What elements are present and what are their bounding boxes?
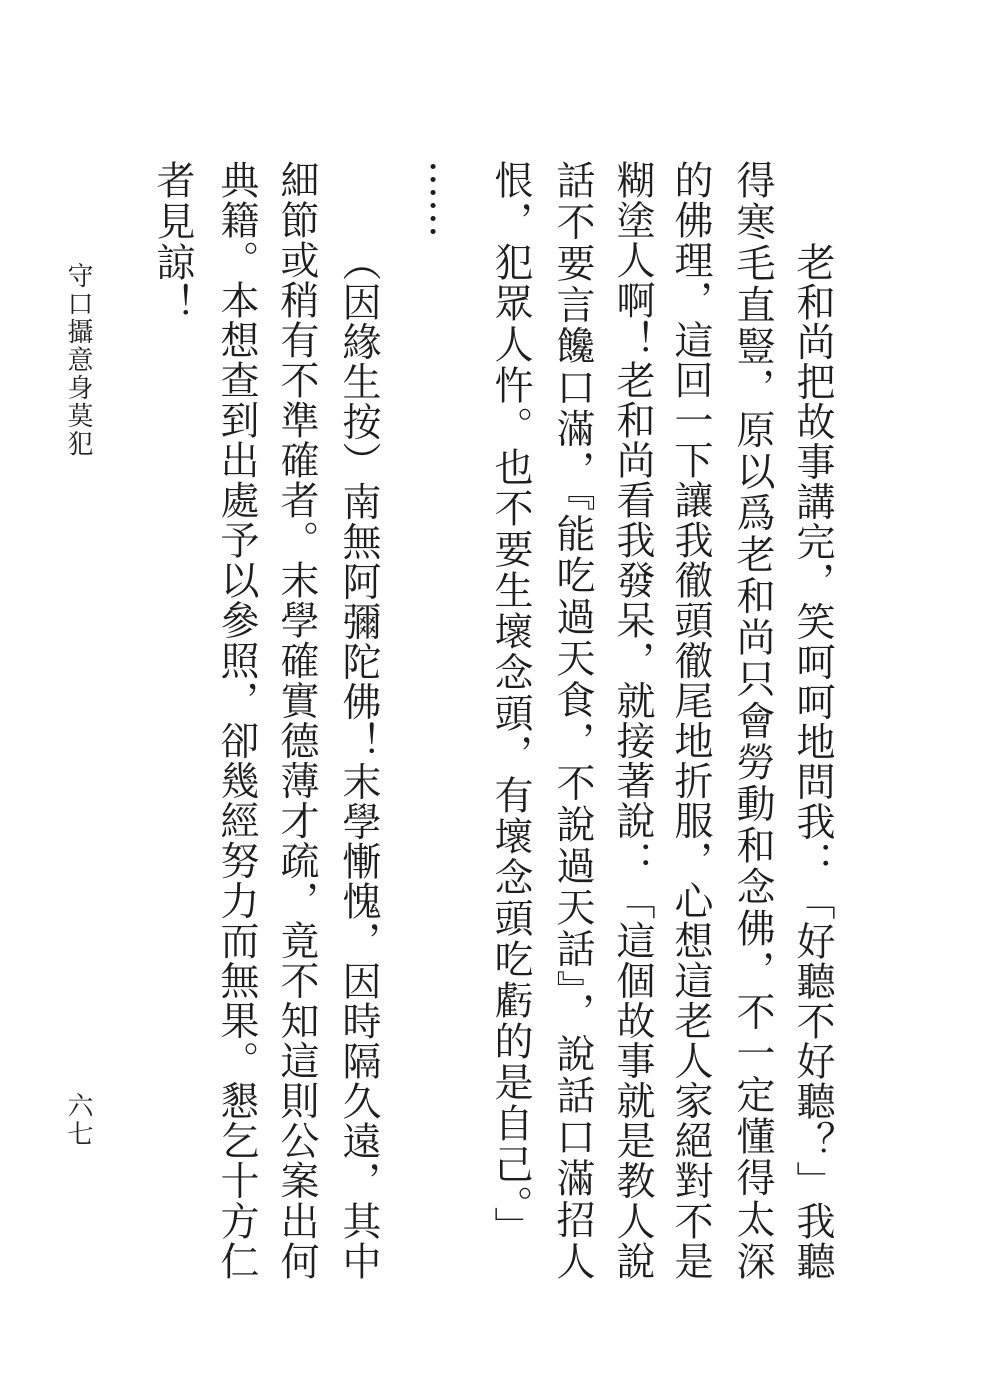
note-line: 者見諒！ [150,160,195,324]
note-line: （因緣生按）南無阿彌陀佛！末學慚愧，因時隔久遠，其中 [336,242,381,1280]
note-line: 細節或稍有不準確者。末學確實德薄才疏，竟不知這則公案出何 [274,160,319,1280]
ellipsis-line: …… [421,160,466,238]
story-line: 得寒毛直豎，原以爲老和尚只會勞動和念佛，不一定懂得太深 [730,160,775,1280]
story-line: 老和尚把故事講完，笑呵呵地問我：「好聽不好聽？」我聽 [790,242,835,1280]
note-line: 典籍。本想查到出處予以參照，卻幾經努力而無果。懇乞十方仁 [214,160,259,1280]
story-line: 的佛理，這回一下讓我徹頭徹尾地折服，心想這老人家絕對不是 [668,160,713,1280]
story-line: 話不要言饞口滿，『能吃過天食，不說過天話』，說話口滿招人 [550,160,595,1280]
story-line: 恨，犯眾人忤。也不要生壞念頭，有壞念頭吃虧的是自己。」 [488,160,533,1248]
running-title: 守口攝意身莫犯 [63,262,93,458]
story-line: 糊塗人啊！老和尚看我發呆，就接著說：「這個故事就是教人說 [610,160,655,1280]
page-number: 六七 [63,1092,93,1148]
